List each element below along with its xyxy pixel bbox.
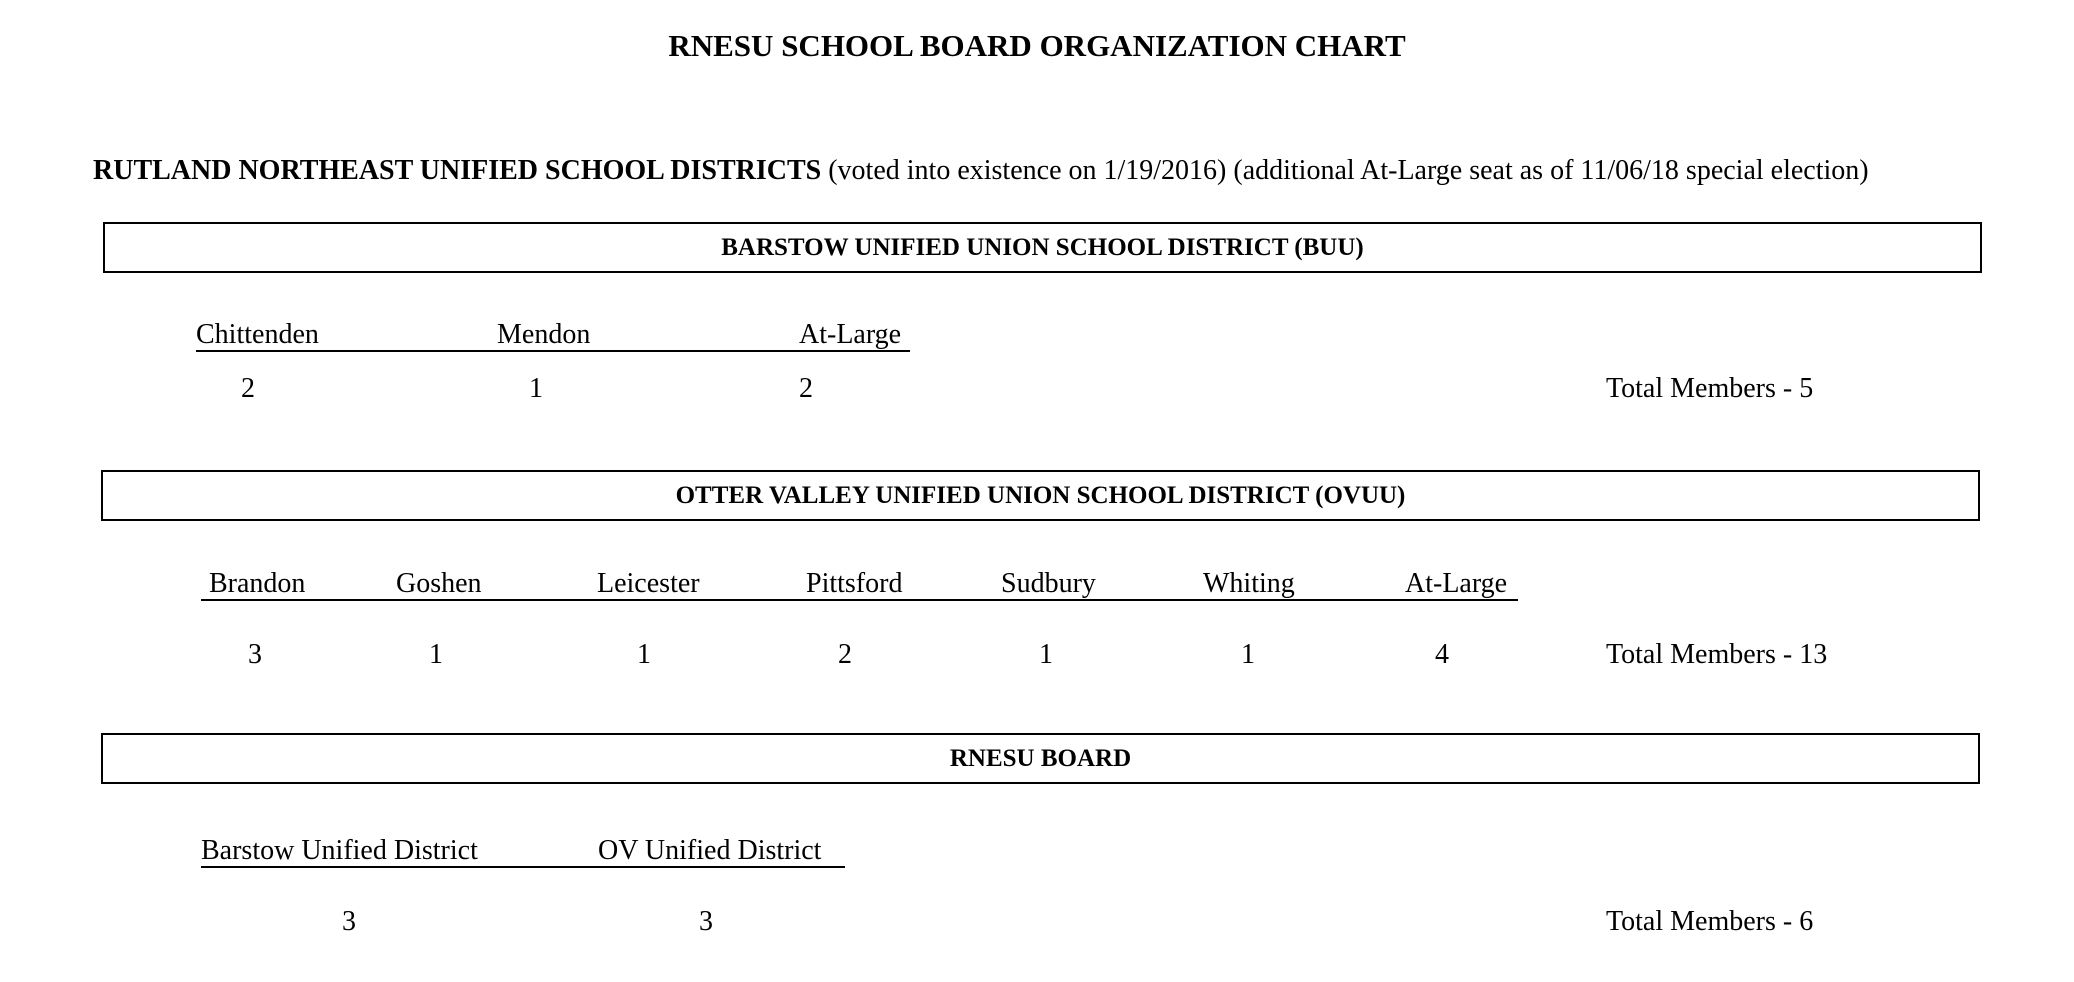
buu-label-at-large: At-Large: [799, 319, 902, 350]
rnesu-label-ov: OV Unified District: [598, 835, 822, 866]
rnesu-label-barstow: Barstow Unified District: [201, 835, 478, 866]
rnesu-value-ov: 3: [699, 906, 713, 937]
page-title: RNESU SCHOOL BOARD ORGANIZATION CHART: [668, 28, 1406, 63]
ovuu-value-pittsford: 2: [838, 639, 852, 670]
buu-value-mendon: 1: [529, 373, 543, 404]
buu-header: BARSTOW UNIFIED UNION SCHOOL DISTRICT (BUU): [103, 222, 1982, 273]
ovuu-value-whiting: 1: [1241, 639, 1255, 670]
ovuu-label-pittsford: Pittsford: [806, 568, 903, 599]
buu-label-mendon: Mendon: [497, 319, 591, 350]
rnesu-header: RNESU BOARD: [101, 733, 1980, 784]
buu-label-chittenden: Chittenden: [196, 319, 319, 350]
ovuu-label-sudbury: Sudbury: [1001, 568, 1096, 599]
ovuu-value-goshen: 1: [429, 639, 443, 670]
ovuu-label-at-large: At-Large: [1405, 568, 1508, 599]
subtitle-detail: (voted into existence on 1/19/2016) (additional At-Large seat as of 11/06/18 special election): [828, 155, 1869, 186]
buu-value-at-large: 2: [799, 373, 813, 404]
ovuu-total: Total Members - 13: [1606, 639, 1828, 670]
rnesu-total: Total Members - 6: [1606, 906, 1814, 937]
ovuu-label-goshen: Goshen: [396, 568, 482, 599]
buu-value-chittenden: 2: [241, 373, 255, 404]
subtitle-bold: RUTLAND NORTHEAST UNIFIED SCHOOL DISTRICTS: [93, 155, 822, 186]
ovuu-value-at-large: 4: [1435, 639, 1449, 670]
ovuu-value-brandon: 3: [248, 639, 262, 670]
ovuu-value-leicester: 1: [637, 639, 651, 670]
ovuu-value-sudbury: 1: [1039, 639, 1053, 670]
rnesu-value-barstow: 3: [342, 906, 356, 937]
ovuu-label-leicester: Leicester: [597, 568, 700, 599]
ovuu-header: OTTER VALLEY UNIFIED UNION SCHOOL DISTRICT (OVUU): [101, 470, 1980, 521]
ovuu-label-brandon: Brandon: [209, 568, 306, 599]
subtitle: [93, 153, 1869, 189]
ovuu-label-whiting: Whiting: [1203, 568, 1295, 599]
buu-total: Total Members - 5: [1606, 373, 1814, 404]
